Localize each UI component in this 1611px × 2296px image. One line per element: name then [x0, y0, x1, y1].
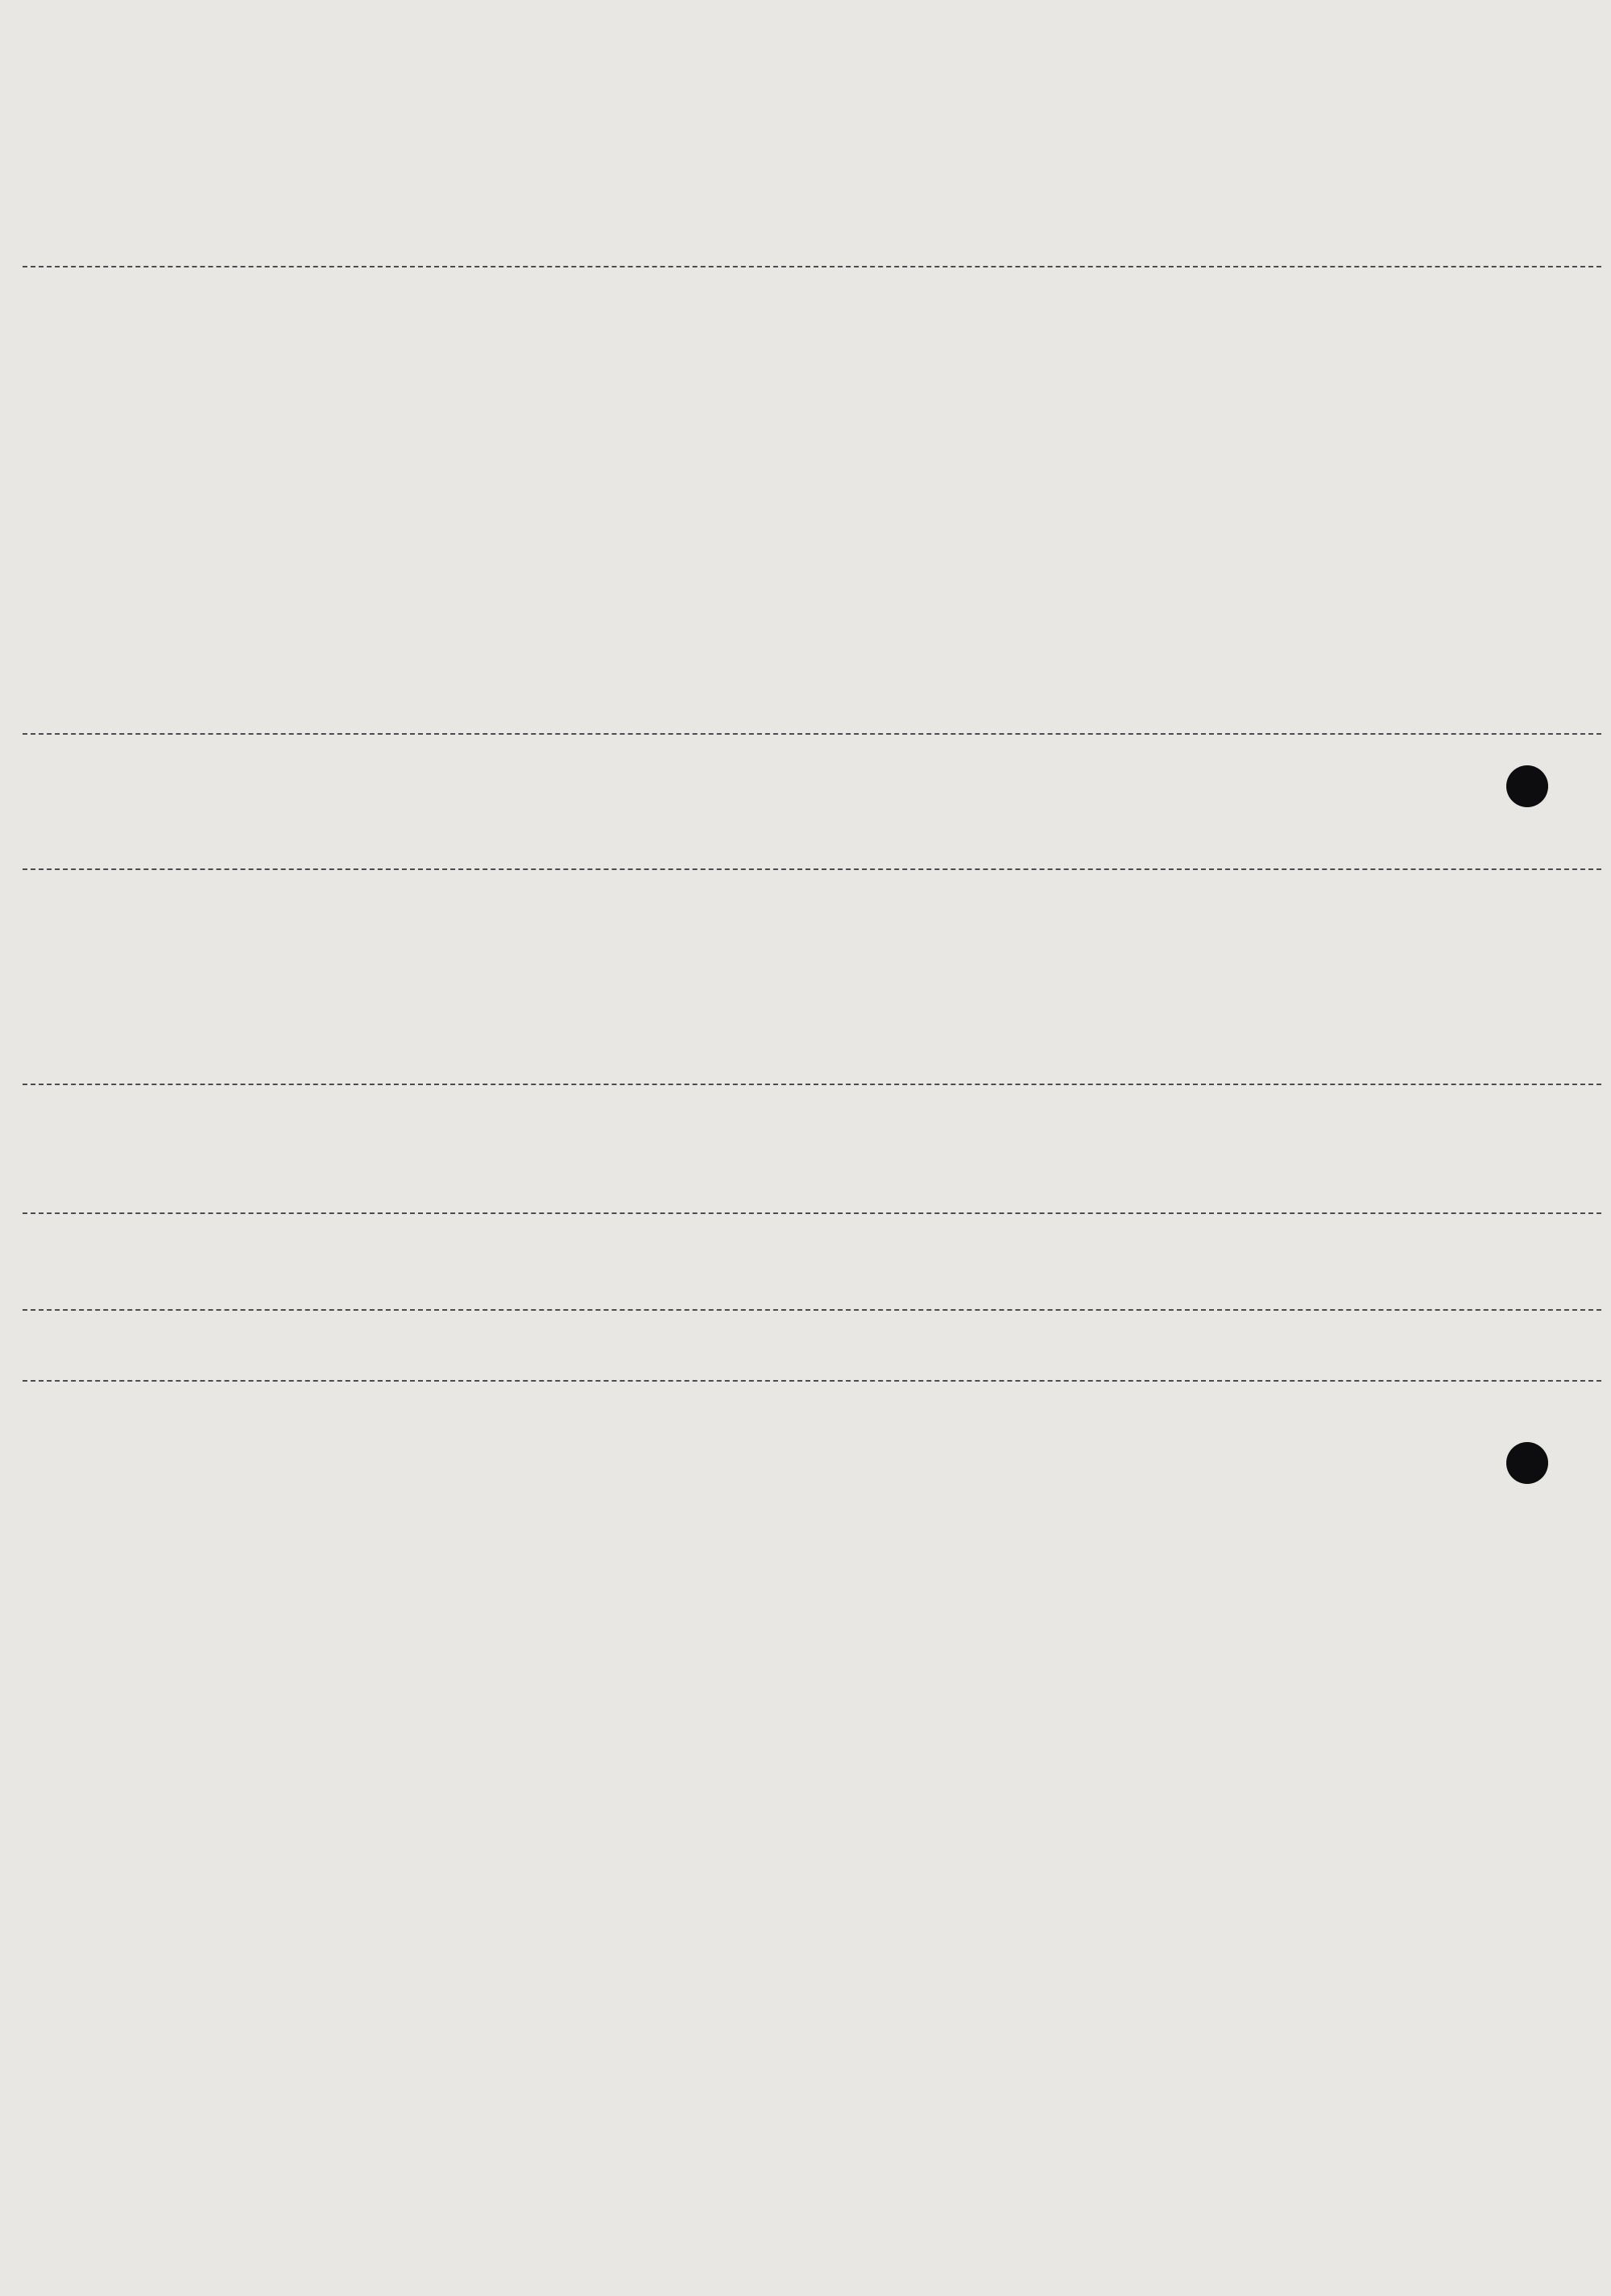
divider [23, 1084, 1601, 1085]
punch-hole [1506, 765, 1548, 807]
divider [23, 868, 1601, 870]
divider [23, 733, 1601, 735]
divider [23, 1309, 1601, 1311]
divider [23, 1212, 1601, 1214]
divider [23, 266, 1601, 267]
punch-hole [1506, 1442, 1548, 1484]
divider [23, 1380, 1601, 1382]
aerological-diagram [48, 1424, 1265, 2214]
